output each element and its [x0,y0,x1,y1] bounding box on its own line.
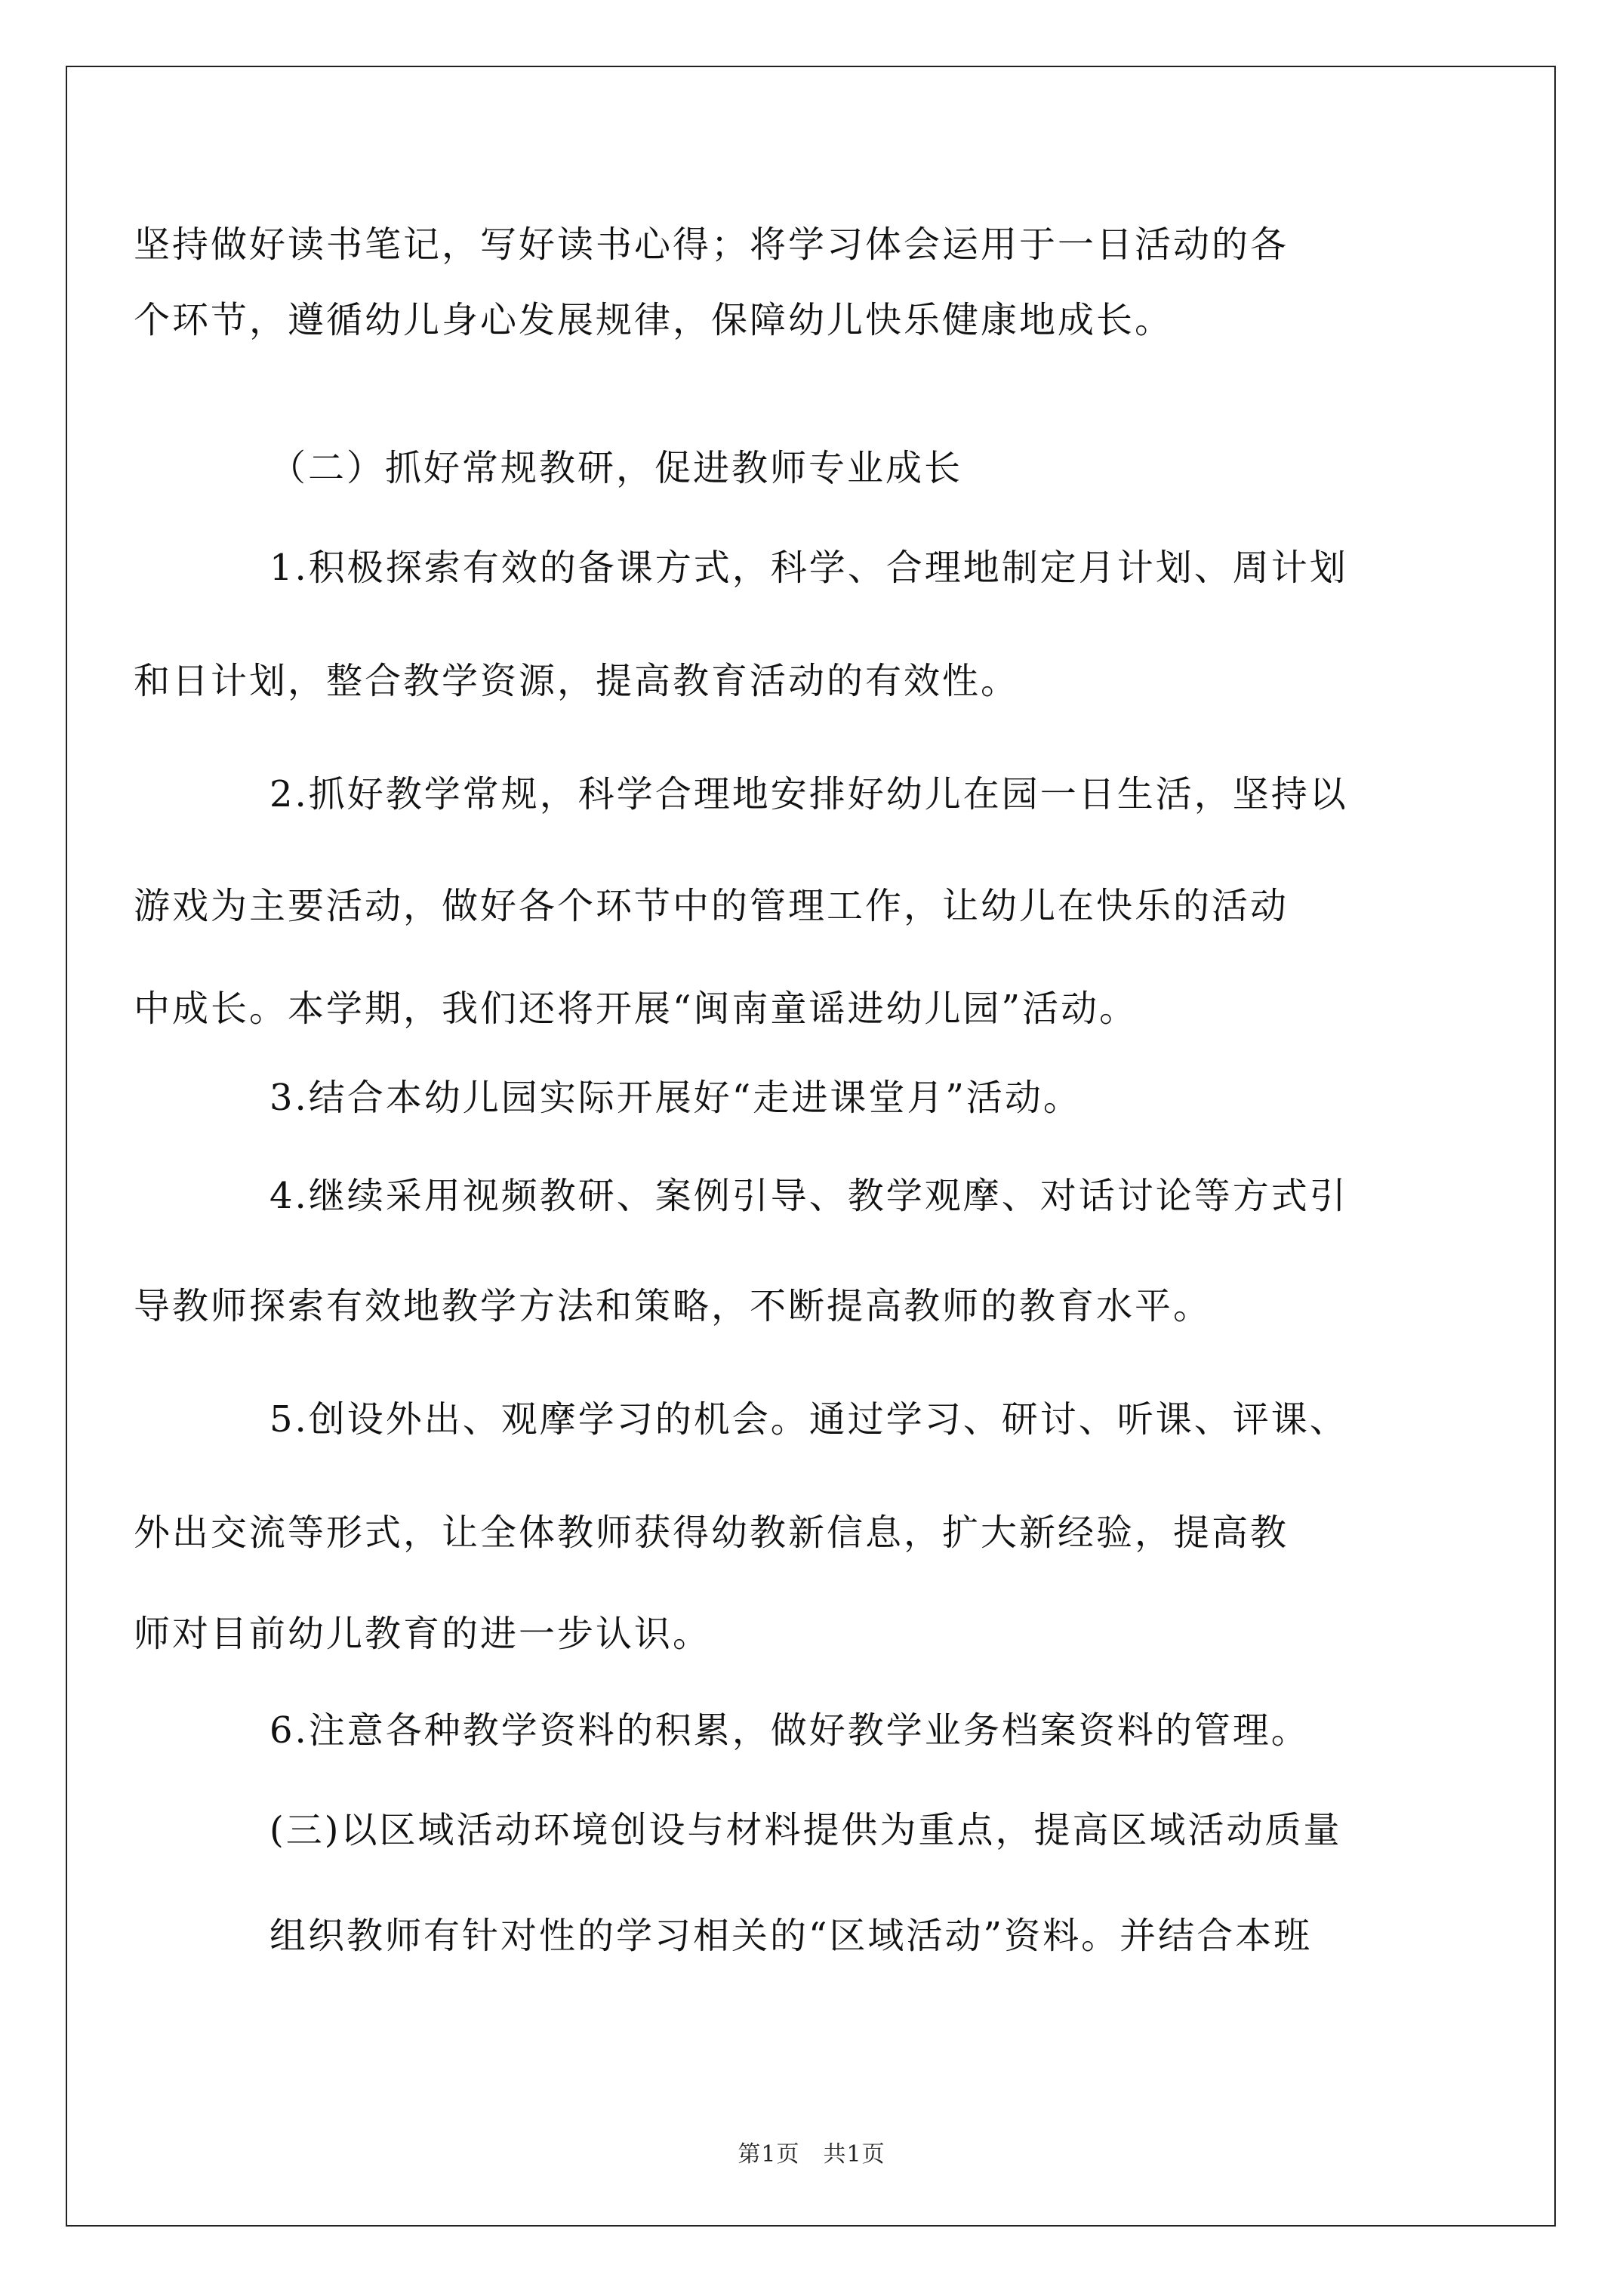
paragraph-5-line: 5.创设外出、观摩学习的机会。通过学习、研讨、听课、评课、 [269,1398,1348,1441]
text-line: 外出交流等形式，让全体教师获得幼教新信息，扩大新经验，提高教 [134,1512,1289,1554]
text-line: 组织教师有针对性的学习相关的“区域活动”资料。并结合本班 [269,1915,1313,1957]
page-footer: 第1页 共1页 [738,2141,885,2168]
paragraph-6-line: 6.注意各种教学资料的积累，做好教学业务档案资料的管理。 [269,1709,1310,1752]
paragraph-3-line: 3.结合本幼儿园实际开展好“走进课堂月”活动。 [269,1077,1082,1119]
paragraph-4-line: 4.继续采用视频教研、案例引导、教学观摩、对话讨论等方式引 [269,1175,1348,1217]
text-line: 导教师探索有效地教学方法和策略，不断提高教师的教育水平。 [134,1285,1212,1327]
paragraph-1-line: 1.积极探索有效的备课方式，科学、合理地制定月计划、周计划 [269,547,1348,589]
text-line: 游戏为主要活动，做好各个环节中的管理工作，让幼儿在快乐的活动 [134,885,1289,927]
page-border [66,66,1556,2227]
text-line: 师对目前幼儿教育的进一步认识。 [134,1613,712,1655]
text-line: 和日计划，整合教学资源，提高教育活动的有效性。 [134,660,1020,702]
section-heading-3: (三)以区域活动环境创设与材料提供为重点，提高区域活动质量 [269,1809,1342,1851]
text-line: 中成长。本学期，我们还将开展“闽南童谣进幼儿园”活动。 [134,988,1138,1030]
section-heading-2: （二）抓好常规教研，促进教师专业成长 [269,447,963,489]
text-line: 个环节，遵循幼儿身心发展规律，保障幼儿快乐健康地成长。 [134,299,1174,341]
text-line: 坚持做好读书笔记，写好读书心得；将学习体会运用于一日活动的各 [134,223,1289,266]
paragraph-2-line: 2.抓好教学常规，科学合理地安排好幼儿在园一日生活，坚持以 [269,773,1348,815]
